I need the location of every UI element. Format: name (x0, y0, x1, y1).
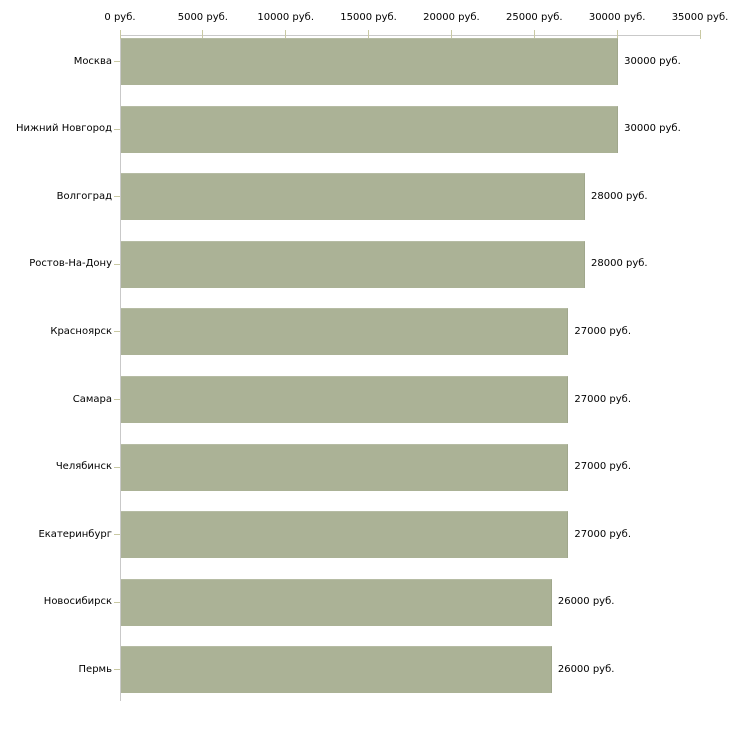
value-label: 27000 руб. (574, 325, 632, 337)
value-label: 30000 руб. (624, 55, 681, 67)
value-label: 30000 руб. (624, 123, 681, 135)
y-axis-tick (114, 61, 120, 62)
bar (121, 579, 552, 626)
category-label: Челябинск (55, 461, 112, 473)
value-label: 28000 руб. (591, 190, 648, 202)
value-label: 27000 руб. (574, 461, 632, 473)
bar (121, 444, 568, 491)
x-axis-tick-label: 25000 руб. (505, 12, 563, 23)
y-axis-tick (114, 331, 120, 332)
bar (121, 106, 618, 153)
x-axis-tick-label: 0 руб. (104, 12, 136, 23)
value-label: 26000 руб. (557, 663, 615, 675)
y-axis-tick (114, 602, 120, 603)
x-axis-tick-label: 20000 руб. (423, 12, 480, 23)
y-axis-tick (114, 669, 120, 670)
x-axis-tick-label: 30000 руб. (588, 12, 646, 23)
x-axis-tick-label: 10000 руб. (257, 12, 315, 23)
y-axis-tick (114, 129, 120, 130)
y-axis-tick (114, 534, 120, 535)
category-label: Самара (72, 393, 112, 405)
category-label: Екатеринбург (38, 528, 112, 540)
category-label: Красноярск (50, 325, 112, 337)
x-axis-tick-label: 15000 руб. (340, 12, 397, 23)
x-axis-tick-label: 35000 руб. (671, 12, 729, 23)
value-label: 28000 руб. (591, 258, 648, 270)
category-label: Москва (73, 55, 112, 67)
bar (121, 511, 568, 558)
x-axis-tick (700, 30, 701, 39)
category-label: Ростов-На-Дону (29, 258, 112, 270)
bar (121, 241, 585, 288)
bar (121, 173, 585, 220)
category-label: Волгоград (56, 190, 112, 202)
x-axis-line (120, 35, 701, 36)
value-label: 27000 руб. (574, 393, 632, 405)
x-axis-tick-label: 5000 руб. (177, 12, 228, 23)
value-label: 26000 руб. (557, 596, 615, 608)
category-label: Новосибирск (43, 596, 112, 608)
bar (121, 308, 568, 355)
bar (121, 38, 618, 85)
category-label: Нижний Новгород (15, 123, 112, 135)
y-axis-tick (114, 196, 120, 197)
bar (121, 376, 568, 423)
value-label: 27000 руб. (574, 528, 632, 540)
y-axis-tick (114, 467, 120, 468)
y-axis-tick (114, 399, 120, 400)
y-axis-tick (114, 264, 120, 265)
category-label: Пермь (78, 663, 112, 675)
bar (121, 646, 552, 693)
